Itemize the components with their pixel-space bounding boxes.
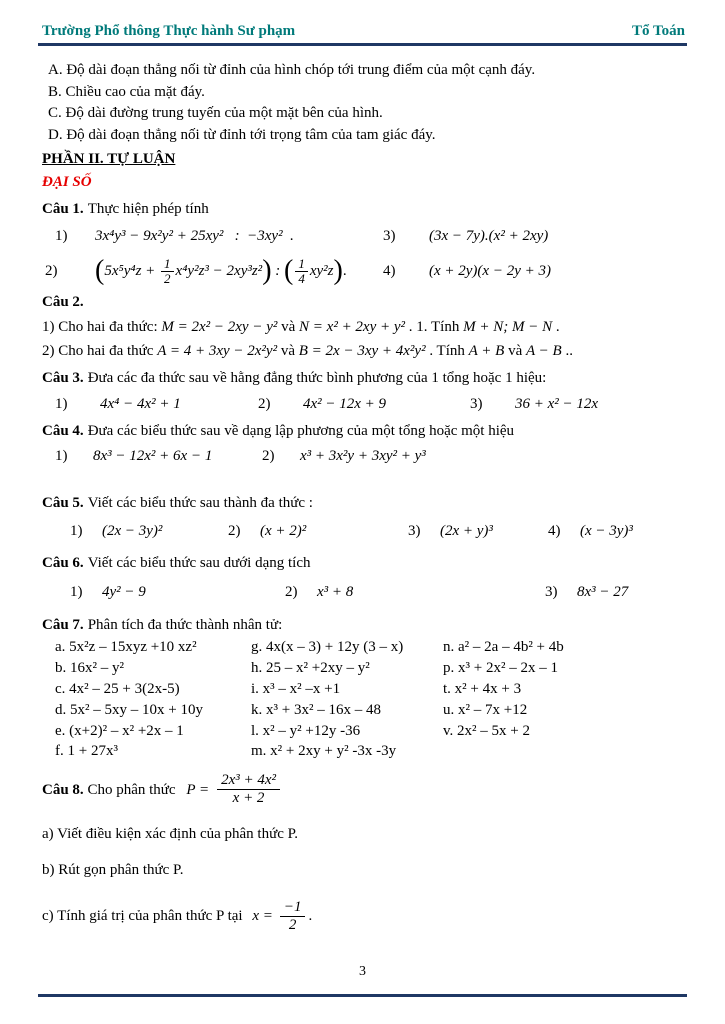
item	[55, 446, 262, 467]
factor-item: t. x² + 4x + 3	[443, 680, 522, 697]
expression-1-1: 3x⁴y³ − 9x²y² + 25xy² : −3xy² .	[95, 227, 294, 244]
factor-item: v. 2x² – 5x + 2	[443, 722, 530, 739]
factor-item: n. a² – 2a – 4b² + 4b	[443, 639, 564, 656]
period: .	[308, 908, 313, 925]
fraction-numerator: −1	[280, 899, 306, 917]
subject-title: ĐẠI SỐ	[42, 174, 92, 191]
math-run: B = 2x − 3xy + 4x²y²	[298, 343, 426, 360]
expression-1-4: (x + 2y)(x − 2y + 3)	[429, 262, 551, 279]
question-2-line-2	[42, 341, 689, 362]
close-paren: )	[333, 255, 343, 287]
question-8-label: Câu 8.	[42, 781, 84, 798]
division-colon: :	[271, 262, 285, 279]
fraction-numerator: 2x³ + 4x²	[217, 772, 280, 790]
factor-item: p. x³ + 2x² – 2x – 1	[443, 660, 558, 677]
question-6-label: Câu 6.	[42, 555, 84, 572]
item-number: 1)	[70, 522, 83, 539]
text-run: c) Tính giá trị của phân thức P tại	[42, 908, 247, 925]
item-number: 3)	[545, 583, 558, 600]
question-5-items	[42, 521, 689, 542]
page-number: 3	[359, 964, 366, 979]
expression: x³ + 8	[317, 583, 354, 600]
item	[262, 446, 426, 467]
item-number: 3)	[408, 522, 421, 539]
answer-option-c: C. Độ dài đường trung tuyến của một mặt bên của hình.	[48, 105, 383, 122]
answer-option-d: D. Độ dài đoạn thẳng nối từ đỉnh tới trọng tâm của tam giác đáy.	[48, 127, 436, 144]
answer-option-b: B. Chiều cao của mặt đáy.	[48, 83, 205, 100]
question-5-heading	[42, 493, 689, 514]
text-run: ..	[561, 343, 573, 360]
x-equals: x =	[252, 908, 273, 925]
factor-item: d. 5x² – 5xy – 10x + 10y	[55, 701, 203, 718]
item	[545, 582, 628, 603]
question-6-heading	[42, 553, 689, 574]
question-8c	[42, 899, 689, 935]
question-3-items	[42, 394, 689, 415]
question-1-label: Câu 1.	[42, 201, 84, 218]
question-1-title: Thực hiện phép tính	[87, 201, 209, 218]
expression: 4y² − 9	[102, 583, 146, 600]
text-run: 2) Cho hai đa thức	[42, 343, 158, 360]
fraction-denominator: 2	[288, 917, 297, 934]
fraction-p	[217, 772, 280, 808]
fraction-one-half	[161, 257, 174, 287]
factor-item: b. 16x² – y²	[55, 660, 124, 677]
item	[548, 521, 633, 542]
question-6-title: Viết các biểu thức sau dưới dạng tích	[87, 555, 311, 572]
footer-rule	[38, 994, 687, 997]
question-7-label: Câu 7.	[42, 616, 84, 633]
school-name: Trường Phổ thông Thực hành Sư phạm	[42, 23, 296, 39]
factor-item: i. x³ – x² –x +1	[251, 680, 341, 697]
item-number: 3)	[470, 395, 483, 412]
question-3-label: Câu 3.	[42, 370, 84, 387]
item-number: 2)	[258, 395, 271, 412]
math-run: M = 2x² − 2xy − y²	[161, 318, 278, 335]
item-number: 1)	[55, 448, 68, 465]
fraction-one-quarter	[295, 257, 308, 287]
item	[408, 521, 548, 542]
item	[258, 394, 470, 415]
question-5-title: Viết các biểu thức sau thành đa thức :	[87, 494, 313, 511]
factor-item: m. x² + 2xy + y² -3x -3y	[251, 743, 397, 760]
text-run: .	[552, 318, 560, 335]
fraction-x-value	[280, 899, 306, 935]
item-number-4: 4)	[383, 262, 396, 279]
item	[55, 394, 258, 415]
item	[228, 521, 408, 542]
item-number: 1)	[70, 583, 83, 600]
text-run: và	[277, 343, 299, 360]
item-number: 2)	[285, 583, 298, 600]
question-4-title: Đưa các biểu thức sau về dạng lập phương của một tổng hoặc một hiệu	[87, 422, 515, 439]
fraction-denominator: 4	[298, 270, 305, 286]
factor-item	[443, 742, 689, 762]
text-run: . Tính	[425, 343, 469, 360]
close-paren: )	[262, 255, 272, 287]
item-number: 2)	[228, 522, 241, 539]
open-paren: (	[284, 255, 294, 287]
expression: (2x − 3y)²	[102, 522, 163, 539]
question-2-label: Câu 2.	[42, 294, 84, 311]
page-content	[0, 46, 725, 935]
expression: 8x³ − 12x² + 6x − 1	[93, 448, 213, 465]
question-8-title: Cho phân thức	[83, 781, 180, 798]
math-run: x⁴y²z³ − 2xy³z²	[175, 262, 263, 279]
text-run: và	[277, 318, 300, 335]
text-run: và	[504, 343, 526, 360]
text-run: . 1. Tính	[405, 318, 464, 335]
math-run: A − B	[526, 343, 562, 360]
factor-item: a. 5x²z – 15xyz +10 xz²	[55, 639, 197, 656]
open-paren: (	[95, 255, 105, 287]
factor-item: f. 1 + 27x³	[55, 743, 118, 760]
item	[70, 521, 228, 542]
expression: 8x³ − 27	[577, 583, 629, 600]
item	[470, 394, 598, 415]
question-1-row-2	[42, 257, 689, 287]
question-3-heading	[42, 368, 689, 389]
expression-1-2	[95, 257, 383, 287]
question-8a: a) Viết điều kiện xác định của phân thức P.	[42, 825, 299, 842]
question-8-heading	[42, 772, 689, 808]
page-header	[0, 0, 725, 43]
expression: 4x⁴ − 4x² + 1	[100, 395, 181, 412]
factor-item: c. 4x² – 25 + 3(2x-5)	[55, 680, 180, 697]
question-2-line-1	[42, 317, 689, 338]
expression: 4x² − 12x + 9	[303, 395, 387, 412]
question-7-heading	[42, 615, 689, 636]
expression: (2x + y)³	[440, 522, 493, 539]
math-run: xy²z	[309, 262, 334, 279]
question-3-title: Đưa các đa thức sau về hằng đẳng thức bình phương của 1 tổng hoặc 1 hiệu:	[87, 370, 547, 387]
question-1-heading	[42, 199, 689, 220]
department-name: Tổ Toán	[632, 23, 685, 39]
question-8b: b) Rút gọn phân thức P.	[42, 862, 184, 879]
fraction-numerator: 1	[161, 257, 174, 272]
item-number-3: 3)	[383, 227, 396, 244]
expression: x³ + 3x²y + 3xy² + y³	[300, 448, 426, 465]
item-number: 4)	[548, 522, 561, 539]
expression: 36 + x² − 12x	[515, 395, 599, 412]
math-run: A = 4 + 3xy − 2x²y²	[157, 343, 278, 360]
answer-option-a: A. Độ dài đoạn thẳng nối từ đỉnh của hình chóp tới trung điểm của một cạnh đáy.	[48, 62, 536, 78]
expression: (x + 2)²	[260, 522, 307, 539]
item	[285, 582, 545, 603]
fraction-denominator: x + 2	[232, 790, 265, 807]
period: .	[342, 262, 347, 279]
section-title	[42, 149, 689, 170]
question-4-heading	[42, 421, 689, 442]
p-equals: P =	[186, 781, 210, 798]
factor-item: h. 25 – x² +2xy – y²	[251, 660, 370, 677]
item-number-2: 2)	[45, 262, 58, 279]
question-7-items	[42, 638, 689, 762]
factor-item: l. x² – y² +12y -36	[251, 722, 361, 739]
question-6-items	[42, 582, 689, 603]
factor-item: e. (x+2)² – x² +2x – 1	[55, 722, 184, 739]
factor-item: k. x³ + 3x² – 16x – 48	[251, 701, 381, 718]
expression-1-3: (3x − 7y).(x² + 2xy)	[429, 227, 549, 244]
question-4-label: Câu 4.	[42, 422, 84, 439]
factor-item: g. 4x(x – 3) + 12y (3 – x)	[251, 639, 404, 656]
text-run: 1) Cho hai đa thức:	[42, 318, 162, 335]
math-run: M + N; M − N	[463, 318, 553, 335]
math-run: A + B	[468, 343, 505, 360]
question-1-row-1	[42, 226, 689, 247]
fraction-numerator: 1	[295, 257, 308, 272]
section-title-text: PHẦN II. TỰ LUẬN	[42, 150, 176, 167]
item-number: 1)	[55, 395, 68, 412]
question-2-heading	[42, 292, 689, 313]
math-run: 5x⁵y⁴z +	[104, 262, 160, 279]
expression: (x − 3y)³	[580, 522, 633, 539]
item	[70, 582, 285, 603]
question-4-items	[42, 446, 689, 467]
math-run: N = x² + 2xy + y²	[299, 318, 406, 335]
item-number-1: 1)	[55, 227, 68, 244]
factor-item: u. x² – 7x +12	[443, 701, 528, 718]
question-5-label: Câu 5.	[42, 494, 84, 511]
item-number: 2)	[262, 448, 275, 465]
question-7-title: Phân tích đa thức thành nhân tử:	[87, 616, 283, 633]
fraction-denominator: 2	[164, 270, 171, 286]
